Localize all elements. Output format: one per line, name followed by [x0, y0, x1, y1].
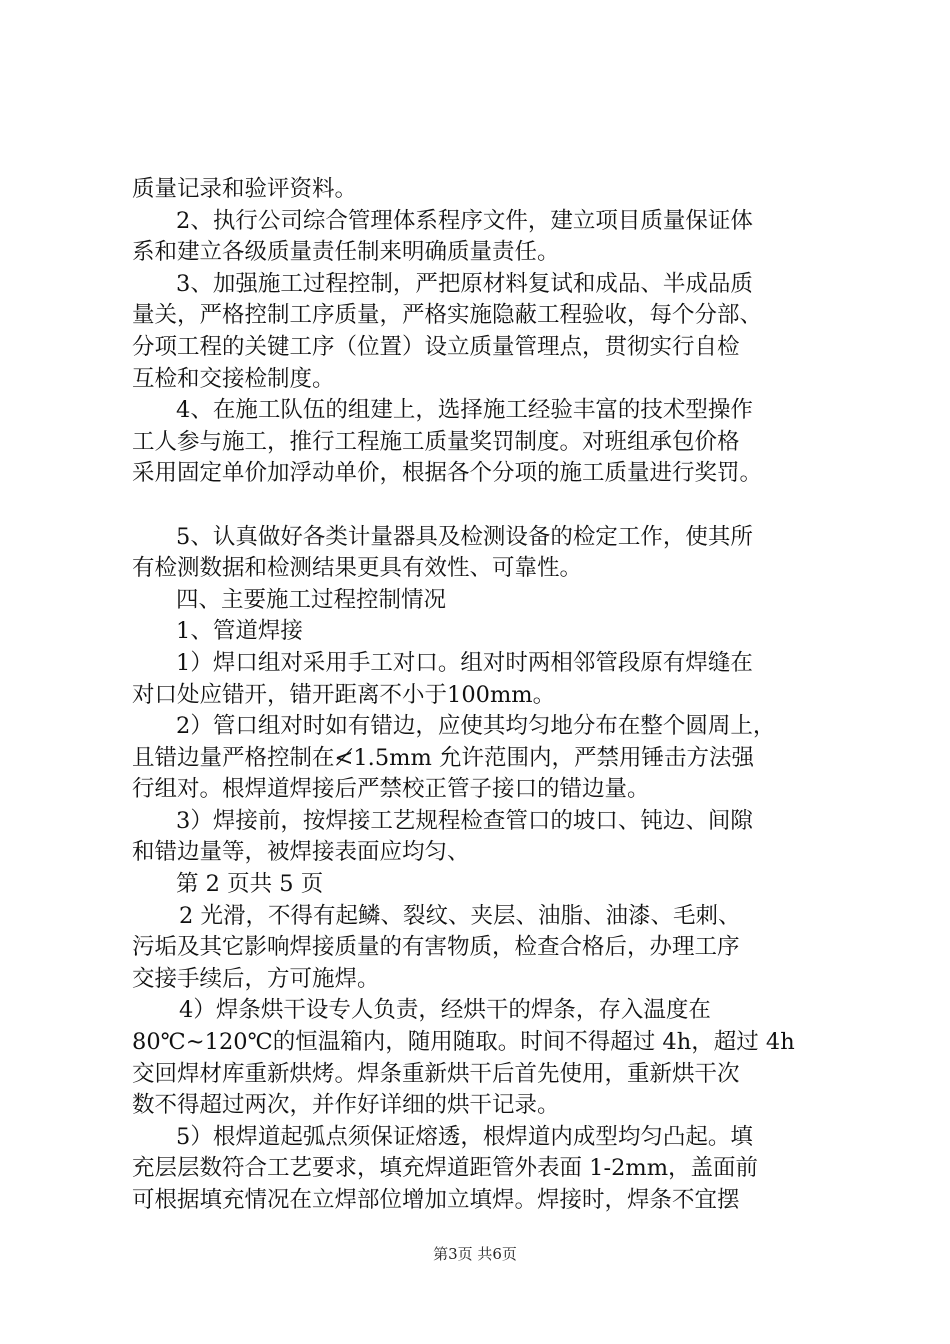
text-line: 3）焊接前，按焊接工艺规程检查管口的坡口、钝边、间隙 [176, 807, 753, 834]
text-line: 交接手续后，方可施焊。 [132, 965, 380, 992]
subsection-heading: 1、管道焊接 [176, 618, 303, 645]
text-line: 2）管口组对时如有错边，应使其均匀地分布在整个圆周上， [176, 713, 776, 740]
section-heading: 四、主要施工过程控制情况 [176, 586, 447, 613]
text-line: 3、加强施工过程控制，严把原材料复试和成品、半成品质 [176, 270, 753, 297]
inline-page-marker: 第 2 页共 5 页 [176, 871, 324, 898]
text-line: 且错边量严格控制在≮1.5mm 允许范围内，严禁用锤击方法强 [132, 744, 754, 771]
text-line: 和错边量等，被焊接表面应均匀、 [132, 839, 470, 866]
text-line: 5、认真做好各类计量器具及检测设备的检定工作，使其所 [176, 523, 753, 550]
text-line: 工人参与施工，推行工程施工质量奖罚制度。对班组承包价格 [132, 428, 740, 455]
text-line: 采用固定单价加浮动单价，根据各个分项的施工质量进行奖罚。 [132, 460, 763, 487]
text-line: 质量记录和验评资料。 [132, 176, 358, 202]
text-line: 充层层数符合工艺要求，填充焊道距管外表面 1-2mm，盖面前 [132, 1155, 759, 1182]
text-line: 系和建立各级质量责任制来明确质量责任。 [132, 239, 560, 266]
text-line: 可根据填充情况在立焊部位增加立填焊。焊接时，焊条不宜摆 [132, 1187, 740, 1213]
page-footer: 第3页 共6页 [433, 1245, 517, 1263]
text-line: 有检测数据和检测结果更具有效性、可靠性。 [132, 555, 583, 582]
document-body [132, 174, 850, 1217]
text-line: 80℃~120℃的恒温箱内，随用随取。时间不得超过 4h，超过 4h [132, 1029, 795, 1056]
blank-line [132, 490, 850, 522]
text-line: 分项工程的关键工序（位置）设立质量管理点，贯彻实行自检 [132, 333, 740, 360]
text-line: 对口处应错开，错开距离不小于100mm。 [132, 681, 556, 708]
text-line: 量关，严格控制工序质量，严格实施隐蔽工程验收，每个分部、 [132, 302, 763, 329]
text-line: 互检和交接检制度。 [132, 365, 335, 392]
text-line: 5）根焊道起弧点须保证熔透，根焊道内成型均匀凸起。填 [176, 1123, 753, 1150]
text-line: 行组对。根焊道焊接后严禁校正管子接口的错边量。 [132, 776, 650, 803]
text-line: 交回焊材库重新烘烤。焊条重新烘干后首先使用，重新烘干次 [132, 1060, 740, 1087]
text-line: 数不得超过两次，并作好详细的烘干记录。 [132, 1092, 560, 1119]
text-line: 污垢及其它影响焊接质量的有害物质，检查合格后，办理工序 [132, 934, 740, 961]
text-line: 4）焊条烘干设专人负责，经烘干的焊条，存入温度在 [179, 997, 711, 1024]
text-line: 1）焊口组对采用手工对口。组对时两相邻管段原有焊缝在 [176, 649, 753, 676]
text-line: 4、在施工队伍的组建上，选择施工经验丰富的技术型操作 [176, 397, 753, 424]
text-line: 2 光滑，不得有起鳞、裂纹、夹层、油脂、油漆、毛刺、 [179, 902, 741, 929]
text-line: 2、执行公司综合管理体系程序文件，建立项目质量保证体 [176, 207, 753, 234]
